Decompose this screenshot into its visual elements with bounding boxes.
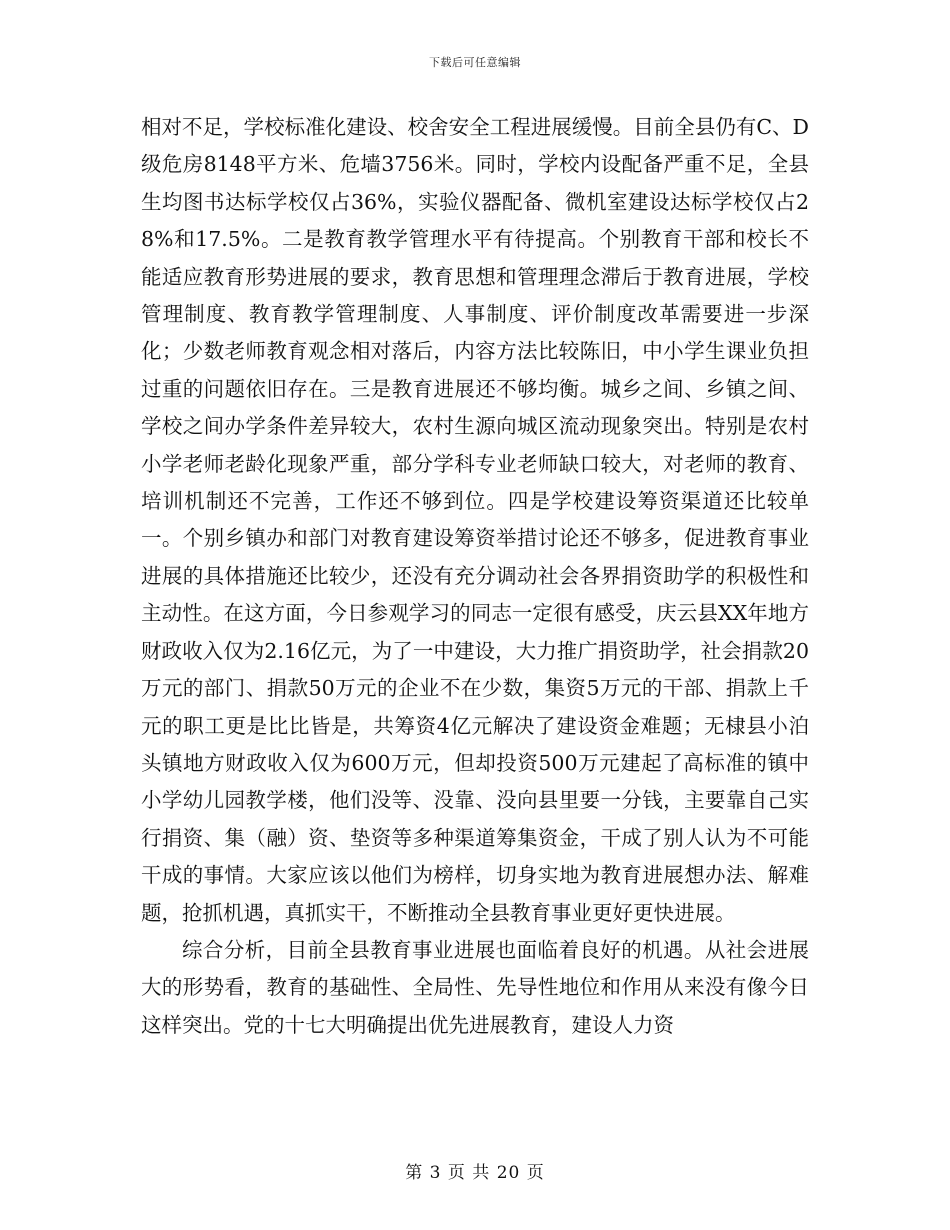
paragraph-1: 相对不足，学校标准化建设、校舍安全工程进展缓慢。目前全县仍有C、D级危房8148平方米、危墙3756米。同时，学校内设配备严重不足，全县生均图书达标学校仅占36%，实验仪器配备、微机室建设达标学校仅占28%和17.5%。二是教育教学管理水平有待提高。个别教育干部和校长不能适应教育形势进展的要求，教育思想和管理理念滞后于教育进展，学校管理制度、教育教学管理制度、人事制度、评价制度改革需要进一步深化；少数老师教育观念相对落后，内容方法比较陈旧，中小学生课业负担过重的问题依旧存在。三是教育进展还不够均衡。城乡之间、乡镇之间、学校之间办学条件差异较大，农村生源向城区流动现象突出。特别是农村小学老师老龄化现象严重，部分学科专业老师缺口较大，对老师的教育、培训机制还不完善，工作还不够到位。四是学校建设筹资渠道还比较单一。个别乡镇办和部门对教育建设筹资举措讨论还不够多，促进教育事业进展的具体措施还比较少，还没有充分调动社会各界捐资助学的积极性和主动性。在这方面，今日参观学习的同志一定很有感受，庆云县XX年地方财政收入仅为2.16亿元，为了一中建设，大力推广捐资助学，社会捐款20万元的部门、捐款50万元的企业不在少数，集资5万元的干部、捐款上千元的职工更是比比皆是，共筹资4亿元解决了建设资金难题；无棣县小泊头镇地方财政收入仅为600万元，但却投资500万元建起了高标准的镇中小学幼儿园教学楼，他们没等、没靠、没向县里要一分钱，主要靠自己实行捐资、集（融）资、垫资等多种渠道筹集资金，干成了别人认为不可能干成的事情。大家应该以他们为榜样，切身实地为教育进展想办法、解难题，抢抓机遇，真抓实干，不断推动全县教育事业更好更快进展。 <box>141 115 809 925</box>
page-header: 下载后可任意编辑 <box>429 56 521 69</box>
paragraph-2: 综合分析，目前全县教育事业进展也面临着良好的机遇。从社会进展大的形势看，教育的基础性、全局性、先导性地位和作用从来没有像今日这样突出。党的十七大明确提出优先进展教育，建设人力资 <box>141 937 809 1037</box>
page-number-footer: 第 3 页 共 20 页 <box>405 1163 545 1183</box>
document-body <box>141 109 809 1044</box>
